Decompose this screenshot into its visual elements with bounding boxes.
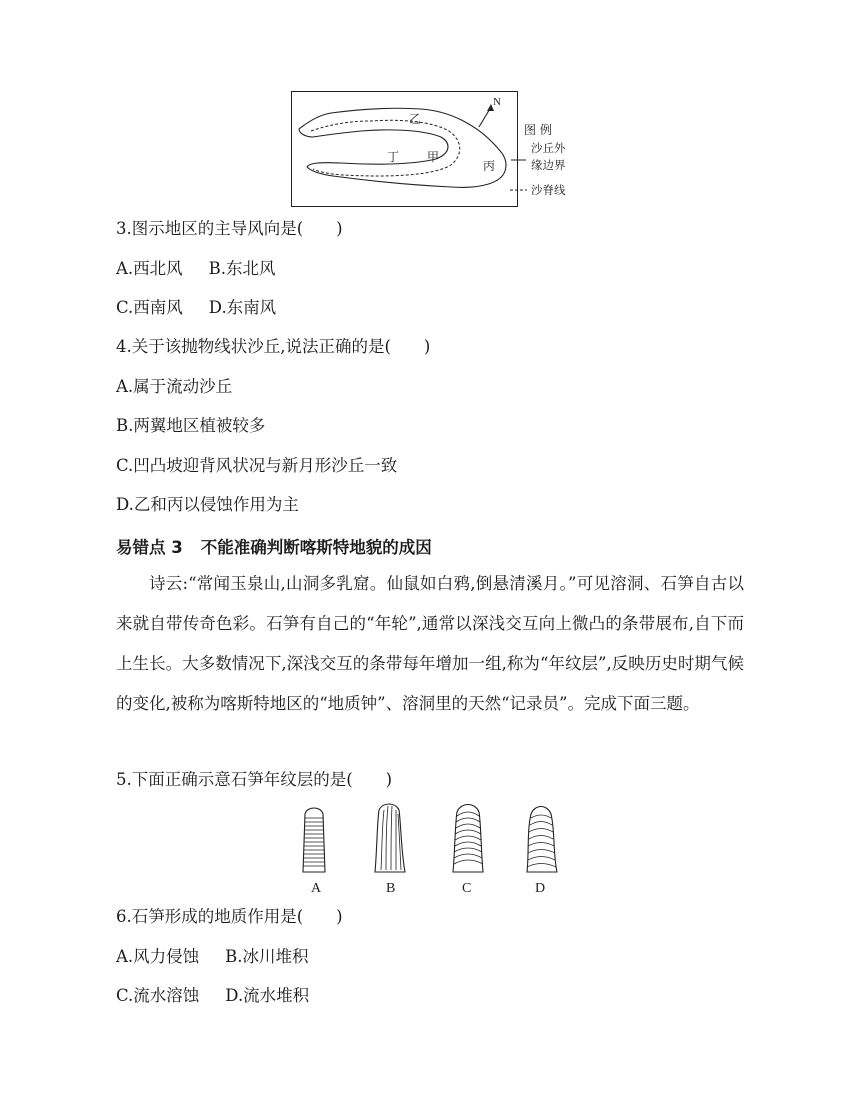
legend-title: 图 例	[524, 123, 552, 137]
q6-option-c[interactable]: C.流水溶蚀	[116, 986, 200, 1005]
section-tag: 易错点 3	[116, 538, 183, 557]
q6-options-row1	[116, 946, 309, 968]
q6-option-a[interactable]: A.风力侵蚀	[116, 947, 200, 966]
label-yi: 乙	[409, 112, 422, 126]
q6-options-row2	[116, 985, 309, 1007]
stalagmite-d	[527, 807, 557, 873]
q5-stem: 5.下面正确示意石笋年纹层的是( )	[116, 770, 393, 789]
q4-option-a[interactable]: A.属于流动沙丘	[116, 377, 233, 396]
passage-text: 诗云:“常闻玉泉山,山洞多乳窟。仙鼠如白鸦,倒悬清溪月。”可见溶洞、石笋自古以来就自带传奇色彩。石笋有自己的“年轮”,通常以深浅交互向上微凸的条带展布,自下而上生长。大多数情况下,深浅交互的条带每年增加一组,称为“年纹层”,反映历史时期气候的变化,被称为喀斯特地区的“地质钟”、溶洞里的天然“记录员”。完成下面三题。	[116, 574, 744, 713]
stalagmite-a	[303, 808, 325, 872]
dune-ridge-line	[311, 120, 460, 176]
section-title: 不能准确判断喀斯特地貌的成因	[200, 538, 432, 557]
stalagmite-c	[453, 805, 483, 873]
stalagmite-label-b: B	[386, 881, 396, 896]
stalagmite-b	[375, 804, 405, 872]
q3-stem: 3.图示地区的主导风向是( )	[116, 219, 343, 238]
north-label: N	[493, 96, 501, 108]
legend-outer-label-2: 缘边界	[531, 158, 566, 172]
section-heading	[116, 534, 432, 558]
label-ding: 丁	[387, 150, 400, 164]
parabolic-dune-figure	[291, 91, 577, 207]
stalagmite-label-a: A	[311, 881, 322, 896]
label-jia: 甲	[427, 150, 440, 164]
q3-option-d[interactable]: D.东南风	[208, 298, 277, 317]
q3-options-row1	[116, 258, 276, 280]
q6-stem: 6.石笋形成的地质作用是( )	[116, 907, 343, 926]
stalagmite-figure	[297, 800, 573, 896]
legend-ridge-label: 沙脊线	[531, 183, 566, 197]
q3-option-a[interactable]: A.西北风	[116, 259, 183, 278]
q3-options-row2	[116, 297, 276, 319]
q3-option-b[interactable]: B.东北风	[208, 259, 276, 278]
q4-option-b[interactable]: B.两翼地区植被较多	[116, 416, 266, 435]
q4-option-d[interactable]: D.乙和丙以侵蚀作用为主	[116, 495, 299, 514]
stalagmite-label-c: C	[462, 881, 472, 896]
q4-stem: 4.关于该抛物线状沙丘,说法正确的是( )	[116, 337, 431, 356]
q4-option-c[interactable]: C.凹凸坡迎背风状况与新月形沙丘一致	[116, 456, 398, 475]
label-bing: 丙	[483, 159, 496, 173]
legend-outer-label-1: 沙丘外	[531, 141, 566, 155]
q6-option-b[interactable]: B.冰川堆积	[225, 947, 309, 966]
q3-option-c[interactable]: C.西南风	[116, 298, 183, 317]
q6-option-d[interactable]: D.流水堆积	[225, 986, 310, 1005]
stalagmite-label-d: D	[535, 881, 546, 896]
